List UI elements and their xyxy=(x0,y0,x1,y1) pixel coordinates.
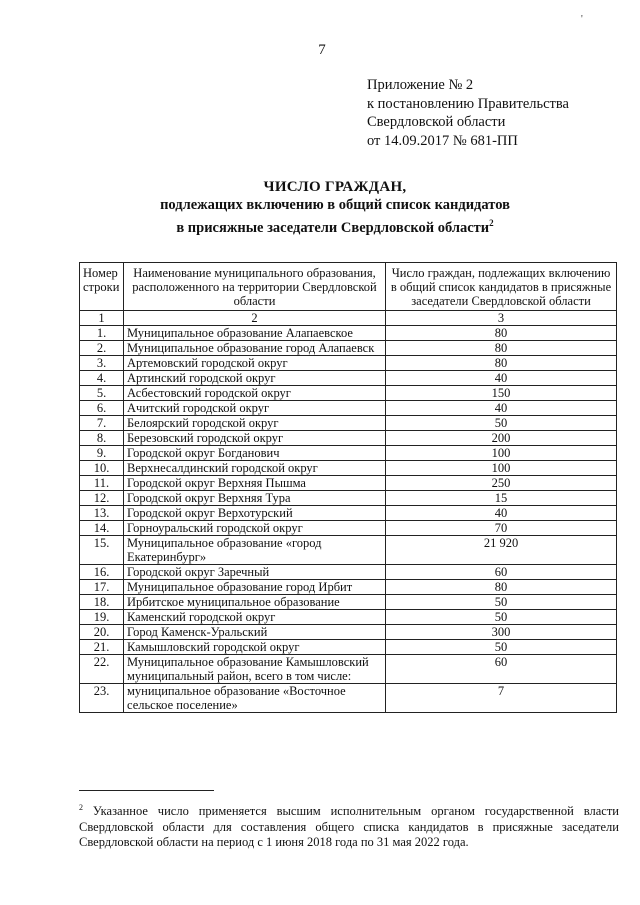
document-title xyxy=(100,178,570,237)
table-row xyxy=(80,461,617,476)
row-number-cell: 9. xyxy=(80,446,124,461)
citizens-count-cell: 50 xyxy=(386,610,617,625)
citizens-count-cell: 21 920 xyxy=(386,536,617,565)
municipality-name-cell: Белоярский городской округ xyxy=(124,416,386,431)
row-number-cell: 11. xyxy=(80,476,124,491)
citizens-table xyxy=(79,262,617,713)
table-row xyxy=(80,536,617,565)
municipality-name-cell: Муниципальное образование город Ирбит xyxy=(124,580,386,595)
table-row xyxy=(80,684,617,713)
municipality-name-cell: Муниципальное образование Алапаевское xyxy=(124,326,386,341)
citizens-count-cell: 50 xyxy=(386,640,617,655)
municipality-name-cell: Ирбитское муниципальное образование xyxy=(124,595,386,610)
citizens-count-cell: 60 xyxy=(386,565,617,580)
row-number-cell: 6. xyxy=(80,401,124,416)
municipality-name-cell: Городской округ Верхняя Тура xyxy=(124,491,386,506)
municipality-name-cell: Ачитский городской округ xyxy=(124,401,386,416)
row-number-cell: 19. xyxy=(80,610,124,625)
municipality-name-cell: Верхнесалдинский городской округ xyxy=(124,461,386,476)
citizens-count-cell: 80 xyxy=(386,326,617,341)
corner-mark: ' xyxy=(581,14,583,25)
appendix-line-3: Свердловской области xyxy=(367,114,506,130)
municipality-name-cell: Каменский городской округ xyxy=(124,610,386,625)
table-row xyxy=(80,506,617,521)
table-row xyxy=(80,371,617,386)
municipality-name-cell: Городской округ Верхотурский xyxy=(124,506,386,521)
row-number-cell: 2. xyxy=(80,341,124,356)
table-row xyxy=(80,386,617,401)
index-cell: 3 xyxy=(386,311,617,326)
table-row xyxy=(80,610,617,625)
citizens-count-cell: 80 xyxy=(386,341,617,356)
citizens-count-cell: 70 xyxy=(386,521,617,536)
row-number-cell: 18. xyxy=(80,595,124,610)
table-row xyxy=(80,401,617,416)
row-number-cell: 8. xyxy=(80,431,124,446)
table-row xyxy=(80,625,617,640)
municipality-name-cell: Артинский городской округ xyxy=(124,371,386,386)
table-row xyxy=(80,565,617,580)
row-number-cell: 7. xyxy=(80,416,124,431)
citizens-count-cell: 50 xyxy=(386,595,617,610)
table-row xyxy=(80,326,617,341)
citizens-count-cell: 100 xyxy=(386,446,617,461)
citizens-count-cell: 40 xyxy=(386,371,617,386)
table-index-row xyxy=(80,311,617,326)
citizens-count-cell: 250 xyxy=(386,476,617,491)
table-row xyxy=(80,416,617,431)
citizens-count-cell: 100 xyxy=(386,461,617,476)
municipality-name-cell: муниципальное образование «Восточное сельское поселение» xyxy=(124,684,386,713)
citizens-count-cell: 7 xyxy=(386,684,617,713)
row-number-cell: 21. xyxy=(80,640,124,655)
citizens-count-cell: 50 xyxy=(386,416,617,431)
index-cell: 2 xyxy=(124,311,386,326)
citizens-count-cell: 300 xyxy=(386,625,617,640)
title-line-3: в присяжные заседатели Свердловской области$^2$ xyxy=(176,218,494,236)
footnote-text: Указанное число применяется высшим исполнительным органом государственной власти Свердловской области для составления общего списка кандидатов в присяжные заседатели Свердловской области на период с 1 июня 2018 года по 31 мая 2022 года. xyxy=(79,804,619,850)
header-row-number: Номер строки xyxy=(80,263,124,311)
table-row xyxy=(80,655,617,684)
appendix-line-2: к постановлению Правительства xyxy=(367,95,569,112)
municipality-name-cell: Камышловский городской округ xyxy=(124,640,386,655)
row-number-cell: 4. xyxy=(80,371,124,386)
title-line-1: ЧИСЛО ГРАЖДАН, xyxy=(263,179,407,195)
citizens-count-cell: 150 xyxy=(386,386,617,401)
footnote xyxy=(79,800,619,851)
table-row xyxy=(80,341,617,356)
municipality-name-cell: Горноуральский городской округ xyxy=(124,521,386,536)
citizens-count-cell: 200 xyxy=(386,431,617,446)
citizens-count-cell: 40 xyxy=(386,401,617,416)
footnote-ref: 2 xyxy=(489,218,494,228)
citizens-count-cell: 15 xyxy=(386,491,617,506)
row-number-cell: 12. xyxy=(80,491,124,506)
municipality-name-cell: Асбестовский городской округ xyxy=(124,386,386,401)
row-number-cell: 1. xyxy=(80,326,124,341)
municipality-name-cell: Муниципальное образование Камышловский муниципальный район, всего в том числе: xyxy=(124,655,386,684)
municipality-name-cell: Городской округ Богданович xyxy=(124,446,386,461)
row-number-cell: 3. xyxy=(80,356,124,371)
row-number-cell: 22. xyxy=(80,655,124,684)
table-row xyxy=(80,521,617,536)
municipality-name-cell: Муниципальное образование город Алапаевск xyxy=(124,341,386,356)
table-row xyxy=(80,446,617,461)
footnote-divider xyxy=(79,790,214,791)
municipality-name-cell: Артемовский городской округ xyxy=(124,356,386,371)
citizens-count-cell: 60 xyxy=(386,655,617,684)
table-row xyxy=(80,491,617,506)
row-number-cell: 10. xyxy=(80,461,124,476)
row-number-cell: 16. xyxy=(80,565,124,580)
row-number-cell: 14. xyxy=(80,521,124,536)
appendix-line-4: от 14.09.2017 № 681-ПП xyxy=(367,132,518,149)
municipality-name-cell: Городской округ Верхняя Пышма xyxy=(124,476,386,491)
appendix-line-1: Приложение № 2 xyxy=(367,77,474,93)
title-line-2: подлежащих включению в общий список кандидатов xyxy=(160,197,510,213)
row-number-cell: 23. xyxy=(80,684,124,713)
row-number-cell: 13. xyxy=(80,506,124,521)
municipality-name-cell: Березовский городской округ xyxy=(124,431,386,446)
table-row xyxy=(80,580,617,595)
row-number-cell: 17. xyxy=(80,580,124,595)
citizens-count-cell: 80 xyxy=(386,356,617,371)
footnote-marker: 2 xyxy=(79,803,83,812)
table-header-row xyxy=(80,263,617,311)
row-number-cell: 15. xyxy=(80,536,124,565)
table-row xyxy=(80,356,617,371)
appendix-block xyxy=(367,76,569,150)
table-row xyxy=(80,640,617,655)
table-row xyxy=(80,595,617,610)
table-row xyxy=(80,476,617,491)
page-number: 7 xyxy=(318,42,326,58)
citizens-count-cell: 40 xyxy=(386,506,617,521)
row-number-cell: 5. xyxy=(80,386,124,401)
table-row xyxy=(80,431,617,446)
municipality-name-cell: Город Каменск-Уральский xyxy=(124,625,386,640)
municipality-name-cell: Городской округ Заречный xyxy=(124,565,386,580)
header-municipality: Наименование муниципального образования, расположенного на территории Свердловской области xyxy=(124,263,386,311)
row-number-cell: 20. xyxy=(80,625,124,640)
index-cell: 1 xyxy=(80,311,124,326)
citizens-count-cell: 80 xyxy=(386,580,617,595)
header-citizens-count: Число граждан, подлежащих включению в общий список кандидатов в присяжные заседатели Свердловской области xyxy=(386,263,617,311)
municipality-name-cell: Муниципальное образование «город Екатеринбург» xyxy=(124,536,386,565)
